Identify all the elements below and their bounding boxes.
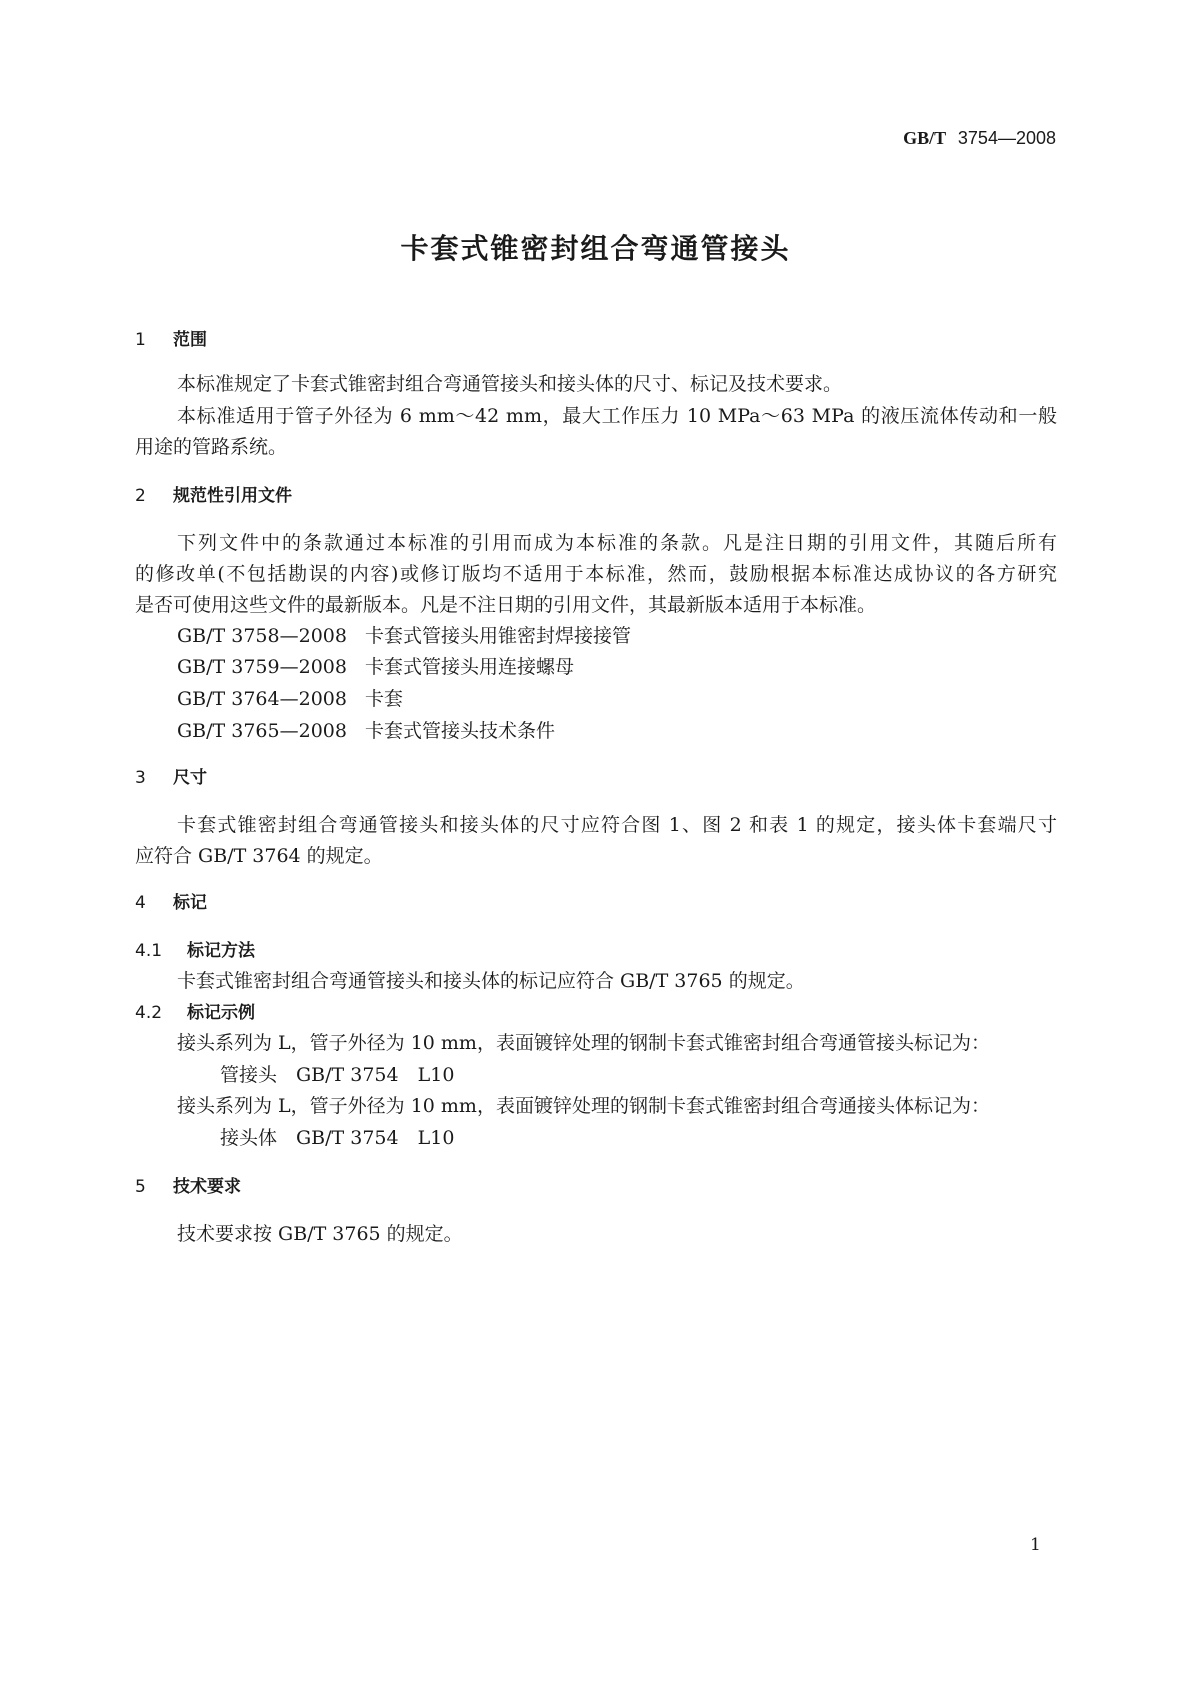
section-number: 4.2 <box>135 1003 163 1023</box>
document-title: 卡套式锥密封组合弯通管接头 <box>400 232 791 265</box>
paragraph-line: 是否可使用这些文件的最新版本。凡是不注日期的引用文件，其最新版本适用于本标准。 <box>135 594 877 616</box>
section-title: 尺寸 <box>173 768 207 788</box>
section-number: 5 <box>135 1177 146 1197</box>
section-4-heading <box>135 891 207 915</box>
section-title: 规范性引用文件 <box>173 486 292 506</box>
section-number: 1 <box>135 330 146 350</box>
paragraph-line: 下列文件中的条款通过本标准的引用而成为本标准的条款。凡是注日期的引用文件，其随后所有 <box>177 532 1057 554</box>
marking-example: 管接头 GB/T 3754 L10 <box>220 1064 455 1086</box>
paragraph-line: 应符合 GB/T 3764 的规定。 <box>135 845 383 867</box>
paragraph-line: 的修改单(不包括勘误的内容)或修订版均不适用于本标准，然而，鼓励根据本标准达成协议的各方研究 <box>135 563 1057 585</box>
section-title: 标记方法 <box>187 941 255 961</box>
section-title: 标记 <box>173 893 207 913</box>
paragraph: 本标准规定了卡套式锥密封组合弯通管接头和接头体的尺寸、标记及技术要求。 <box>177 373 843 395</box>
paragraph-line: 卡套式锥密封组合弯通管接头和接头体的尺寸应符合图 1、图 2 和表 1 的规定，接头体卡套端尺寸 <box>177 814 1057 836</box>
section-title: 技术要求 <box>173 1177 241 1197</box>
paragraph-line: 用途的管路系统。 <box>135 436 288 458</box>
reference-item <box>177 687 403 711</box>
page-number: 1 <box>1030 1535 1041 1555</box>
marking-example: 接头体 GB/T 3754 L10 <box>220 1127 455 1149</box>
document-header-code <box>903 126 1056 151</box>
paragraph: 接头系列为 L，管子外径为 10 mm，表面镀锌处理的钢制卡套式锥密封组合弯通管接头标记为： <box>177 1032 990 1054</box>
reference-title: 卡套式管接头用连接螺母 <box>365 656 575 678</box>
paragraph: 技术要求按 GB/T 3765 的规定。 <box>177 1223 463 1245</box>
section-number: 2 <box>135 486 146 506</box>
section-number: 4 <box>135 893 146 913</box>
reference-item <box>177 624 631 648</box>
reference-item <box>177 719 555 743</box>
paragraph: 卡套式锥密封组合弯通管接头和接头体的标记应符合 GB/T 3765 的规定。 <box>177 970 805 992</box>
reference-item <box>177 655 574 679</box>
std-number: 3754—2008 <box>957 128 1056 148</box>
section-3-heading <box>135 766 207 790</box>
section-2-heading <box>135 484 292 508</box>
paragraph-line: 本标准适用于管子外径为 6 mm～42 mm，最大工作压力 10 MPa～63 MPa 的液压流体传动和一般 <box>177 405 1057 427</box>
section-number: 4.1 <box>135 941 163 961</box>
section-1-heading <box>135 328 207 352</box>
reference-title: 卡套 <box>365 688 404 710</box>
reference-code: GB/T 3758—2008 <box>177 625 347 647</box>
reference-title: 卡套式管接头技术条件 <box>365 720 556 742</box>
reference-code: GB/T 3765—2008 <box>177 720 347 742</box>
std-prefix: GB/T <box>903 128 947 148</box>
reference-title: 卡套式管接头用锥密封焊接接管 <box>365 625 632 647</box>
section-5-heading <box>135 1175 241 1199</box>
section-title: 范围 <box>173 330 207 350</box>
paragraph: 接头系列为 L，管子外径为 10 mm，表面镀锌处理的钢制卡套式锥密封组合弯通接头体标记为： <box>177 1095 990 1117</box>
section-4-2-heading <box>135 1001 255 1025</box>
reference-code: GB/T 3759—2008 <box>177 656 347 678</box>
section-4-1-heading <box>135 939 255 963</box>
reference-code: GB/T 3764—2008 <box>177 688 347 710</box>
section-number: 3 <box>135 768 146 788</box>
section-title: 标记示例 <box>187 1003 255 1023</box>
